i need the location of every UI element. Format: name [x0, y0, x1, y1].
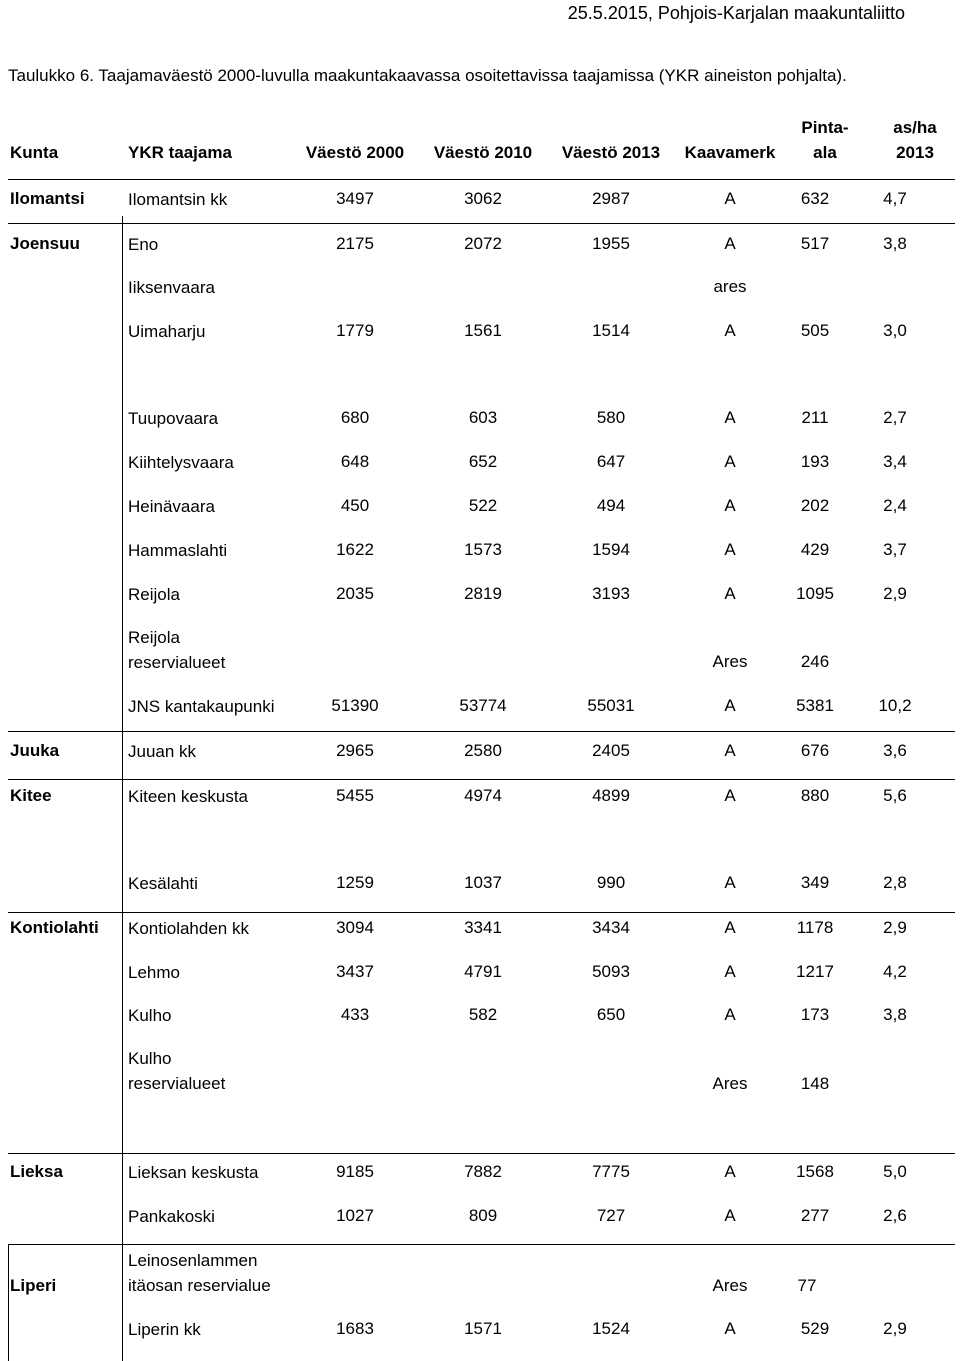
cell-asukasta-ha: 3,7: [883, 540, 907, 559]
cell-asukasta-ha: 3,6: [883, 741, 907, 760]
col-header-kunta: Kunta: [10, 143, 59, 162]
cell-pinta-ala: 676: [800, 741, 830, 760]
cell-kaavamerk: A: [724, 1319, 736, 1338]
cell-kaavamerk: Ares: [712, 1074, 748, 1093]
cell-vaesto-2010: 3062: [464, 189, 502, 208]
cell-asukasta-ha: 5,0: [883, 1162, 907, 1181]
cell-vaesto-2010: 603: [468, 408, 498, 427]
cell-vaesto-2000: 3497: [336, 189, 374, 208]
cell-kaavamerk: A: [724, 321, 736, 340]
cell-asukasta-ha: 4,7: [883, 189, 907, 208]
table-rule: [8, 731, 955, 732]
cell-vaesto-2010: 53774: [459, 696, 507, 715]
cell-kaavamerk: A: [724, 496, 736, 515]
cell-vaesto-2013: 3434: [592, 918, 630, 937]
cell-pinta-ala: 1178: [796, 918, 834, 937]
cell-vaesto-2013: 647: [596, 452, 626, 471]
cell-vaesto-2013: 1514: [592, 321, 630, 340]
cell-vaesto-2000: 1622: [336, 540, 374, 559]
cell-asukasta-ha: 2,9: [883, 918, 907, 937]
cell-vaesto-2013: 1524: [592, 1319, 630, 1338]
cell-vaesto-2013: 1955: [592, 234, 630, 253]
cell-taajama: Lieksan keskusta: [128, 1163, 259, 1182]
cell-vaesto-2000: 5455: [336, 786, 374, 805]
cell-kunta: Liperi: [10, 1276, 57, 1295]
cell-kunta: Kitee: [10, 786, 52, 805]
cell-pinta-ala: 880: [800, 786, 830, 805]
cell-vaesto-2010: 1037: [464, 873, 502, 892]
cell-vaesto-2000: 680: [340, 408, 370, 427]
cell-vaesto-2013: 7775: [592, 1162, 630, 1181]
cell-asukasta-ha: 3,0: [883, 321, 907, 340]
cell-vaesto-2013: 3193: [592, 584, 630, 603]
cell-asukasta-ha: 4,2: [883, 962, 907, 981]
cell-pinta-ala: 349: [800, 873, 830, 892]
cell-pinta-ala: 517: [800, 234, 830, 253]
cell-taajama: Reijola: [128, 628, 180, 647]
table-caption: Taulukko 6. Taajamaväestö 2000-luvulla maakuntakaavassa osoitettavissa taajamissa (YKR aineiston pohjalta).: [8, 66, 847, 85]
cell-kaavamerk: A: [724, 1162, 736, 1181]
cell-kunta: Ilomantsi: [10, 189, 85, 208]
cell-vaesto-2000: 3094: [336, 918, 374, 937]
cell-taajama: Heinävaara: [128, 497, 215, 516]
document-header-date: 25.5.2015, Pohjois-Karjalan maakuntaliitto: [567, 3, 905, 23]
col-header-pinta-ala-line2: ala: [813, 143, 837, 162]
cell-pinta-ala: 277: [800, 1206, 830, 1225]
table-rule: [8, 1244, 955, 1245]
cell-pinta-ala: 505: [800, 321, 830, 340]
cell-vaesto-2010: 2819: [464, 584, 502, 603]
col-header-vaesto-2013: Väestö 2013: [561, 143, 661, 162]
table-column-rule: [122, 216, 123, 1361]
cell-taajama: Liperin kk: [128, 1320, 201, 1339]
cell-vaesto-2013: 727: [596, 1206, 626, 1225]
cell-asukasta-ha: 10,2: [878, 696, 912, 715]
cell-kaavamerk: A: [724, 786, 736, 805]
cell-vaesto-2010: 1573: [464, 540, 502, 559]
col-header-asha-line2: 2013: [896, 143, 934, 162]
cell-asukasta-ha: 2,9: [883, 584, 907, 603]
cell-vaesto-2000: 2035: [336, 584, 374, 603]
cell-vaesto-2013: 1594: [592, 540, 630, 559]
cell-vaesto-2000: 51390: [331, 696, 379, 715]
table-rule: [8, 779, 955, 780]
table-rule: [8, 1153, 955, 1154]
cell-vaesto-2010: 7882: [464, 1162, 502, 1181]
cell-vaesto-2010: 2072: [464, 234, 502, 253]
cell-vaesto-2010: 4974: [464, 786, 502, 805]
cell-vaesto-2000: 648: [340, 452, 370, 471]
cell-kaavamerk: A: [724, 1206, 736, 1225]
cell-vaesto-2010: 809: [468, 1206, 498, 1225]
cell-kunta: Juuka: [10, 741, 60, 760]
cell-taajama: Eno: [128, 235, 159, 254]
cell-vaesto-2010: 1561: [464, 321, 502, 340]
col-header-vaesto-2000: Väestö 2000: [305, 143, 405, 162]
cell-taajama-line2: reservialueet: [128, 653, 226, 672]
cell-kaavamerk: A: [724, 408, 736, 427]
cell-kaavamerk: A: [724, 873, 736, 892]
cell-taajama: Uimaharju: [128, 322, 206, 341]
cell-vaesto-2000: 2175: [336, 234, 374, 253]
table-rule: [8, 179, 955, 180]
cell-vaesto-2010: 2580: [464, 741, 502, 760]
cell-taajama-line2: itäosan reservialue: [128, 1276, 271, 1295]
cell-vaesto-2010: 582: [468, 1005, 498, 1024]
cell-vaesto-2013: 494: [596, 496, 626, 515]
cell-kaavamerk: A: [724, 918, 736, 937]
cell-kaavamerk: A: [724, 189, 736, 208]
table-rule: [8, 912, 955, 913]
cell-pinta-ala: 148: [800, 1074, 830, 1093]
cell-vaesto-2000: 1259: [336, 873, 374, 892]
cell-pinta-ala: 202: [800, 496, 830, 515]
cell-pinta-ala: 5381: [796, 696, 834, 715]
cell-asukasta-ha: 3,8: [883, 234, 907, 253]
cell-taajama: Kulho: [128, 1006, 172, 1025]
cell-kunta: Kontiolahti: [10, 918, 99, 937]
cell-vaesto-2000: 1027: [336, 1206, 374, 1225]
col-header-asha-line1: as/ha: [893, 118, 937, 137]
cell-vaesto-2000: 1779: [336, 321, 374, 340]
cell-pinta-ala: 529: [800, 1319, 830, 1338]
cell-vaesto-2013: 5093: [592, 962, 630, 981]
cell-taajama: Kontiolahden kk: [128, 919, 249, 938]
cell-taajama: Juuan kk: [128, 742, 197, 761]
cell-kaavamerk: A: [724, 584, 736, 603]
cell-asukasta-ha: 3,8: [883, 1005, 907, 1024]
col-header-taajama: YKR taajama: [128, 143, 232, 162]
cell-taajama: Hammaslahti: [128, 541, 228, 560]
cell-vaesto-2010: 4791: [464, 962, 502, 981]
cell-asukasta-ha: 5,6: [883, 786, 907, 805]
cell-pinta-ala: 193: [800, 452, 830, 471]
cell-vaesto-2000: 2965: [336, 741, 374, 760]
cell-taajama: JNS kantakaupunki: [128, 697, 275, 716]
cell-kunta: Joensuu: [10, 234, 80, 253]
cell-vaesto-2000: 9185: [336, 1162, 374, 1181]
cell-vaesto-2013: 650: [596, 1005, 626, 1024]
col-header-kaavamerk: Kaavamerk: [684, 143, 776, 162]
cell-taajama-line2: reservialueet: [128, 1074, 226, 1093]
cell-vaesto-2013: 2405: [592, 741, 630, 760]
cell-kaavamerk: Ares: [712, 652, 748, 671]
cell-vaesto-2013: 580: [596, 408, 626, 427]
cell-vaesto-2013: 55031: [587, 696, 635, 715]
cell-pinta-ala: 77: [797, 1276, 817, 1295]
col-header-pinta-ala-line1: Pinta-: [801, 118, 849, 137]
cell-asukasta-ha: 3,4: [883, 452, 907, 471]
cell-taajama: Tuupovaara: [128, 409, 219, 428]
cell-taajama: Kulho: [128, 1049, 172, 1068]
cell-kaavamerk: A: [724, 452, 736, 471]
cell-taajama: Kiihtelysvaara: [128, 453, 234, 472]
cell-kaavamerk: ares: [713, 277, 747, 296]
cell-pinta-ala: 429: [800, 540, 830, 559]
cell-taajama: Leinosenlammen: [128, 1251, 258, 1270]
cell-taajama: Kiteen keskusta: [128, 787, 249, 806]
cell-vaesto-2013: 4899: [592, 786, 630, 805]
cell-kaavamerk: A: [724, 962, 736, 981]
cell-kaavamerk: A: [724, 234, 736, 253]
cell-asukasta-ha: 2,9: [883, 1319, 907, 1338]
cell-pinta-ala: 1095: [796, 584, 834, 603]
cell-kaavamerk: A: [724, 741, 736, 760]
cell-taajama: Ilomantsin kk: [128, 190, 228, 209]
cell-pinta-ala: 1568: [796, 1162, 834, 1181]
table-edge-rule: [8, 1244, 9, 1361]
cell-vaesto-2010: 1571: [464, 1319, 502, 1338]
cell-vaesto-2013: 990: [596, 873, 626, 892]
cell-pinta-ala: 632: [800, 189, 830, 208]
cell-vaesto-2010: 652: [468, 452, 498, 471]
cell-kaavamerk: A: [724, 540, 736, 559]
cell-vaesto-2000: 3437: [336, 962, 374, 981]
table-rule: [8, 223, 955, 224]
cell-taajama: Kesälahti: [128, 874, 198, 893]
cell-pinta-ala: 246: [800, 652, 830, 671]
cell-taajama: Pankakoski: [128, 1207, 215, 1226]
cell-vaesto-2010: 3341: [464, 918, 502, 937]
cell-pinta-ala: 173: [800, 1005, 830, 1024]
cell-kunta: Lieksa: [10, 1162, 63, 1181]
cell-asukasta-ha: 2,8: [883, 873, 907, 892]
cell-vaesto-2000: 1683: [336, 1319, 374, 1338]
cell-vaesto-2010: 522: [468, 496, 498, 515]
cell-vaesto-2013: 2987: [592, 189, 630, 208]
cell-kaavamerk: A: [724, 1005, 736, 1024]
cell-vaesto-2000: 450: [340, 496, 370, 515]
cell-vaesto-2000: 433: [340, 1005, 370, 1024]
cell-asukasta-ha: 2,4: [883, 496, 907, 515]
cell-taajama: Iiksenvaara: [128, 278, 215, 297]
cell-pinta-ala: 1217: [796, 962, 834, 981]
col-header-vaesto-2010: Väestö 2010: [433, 143, 533, 162]
cell-taajama: Reijola: [128, 585, 180, 604]
cell-pinta-ala: 211: [801, 408, 829, 427]
cell-asukasta-ha: 2,6: [883, 1206, 907, 1225]
cell-kaavamerk: A: [724, 696, 736, 715]
cell-kaavamerk: Ares: [712, 1276, 748, 1295]
cell-asukasta-ha: 2,7: [883, 408, 907, 427]
cell-taajama: Lehmo: [128, 963, 180, 982]
